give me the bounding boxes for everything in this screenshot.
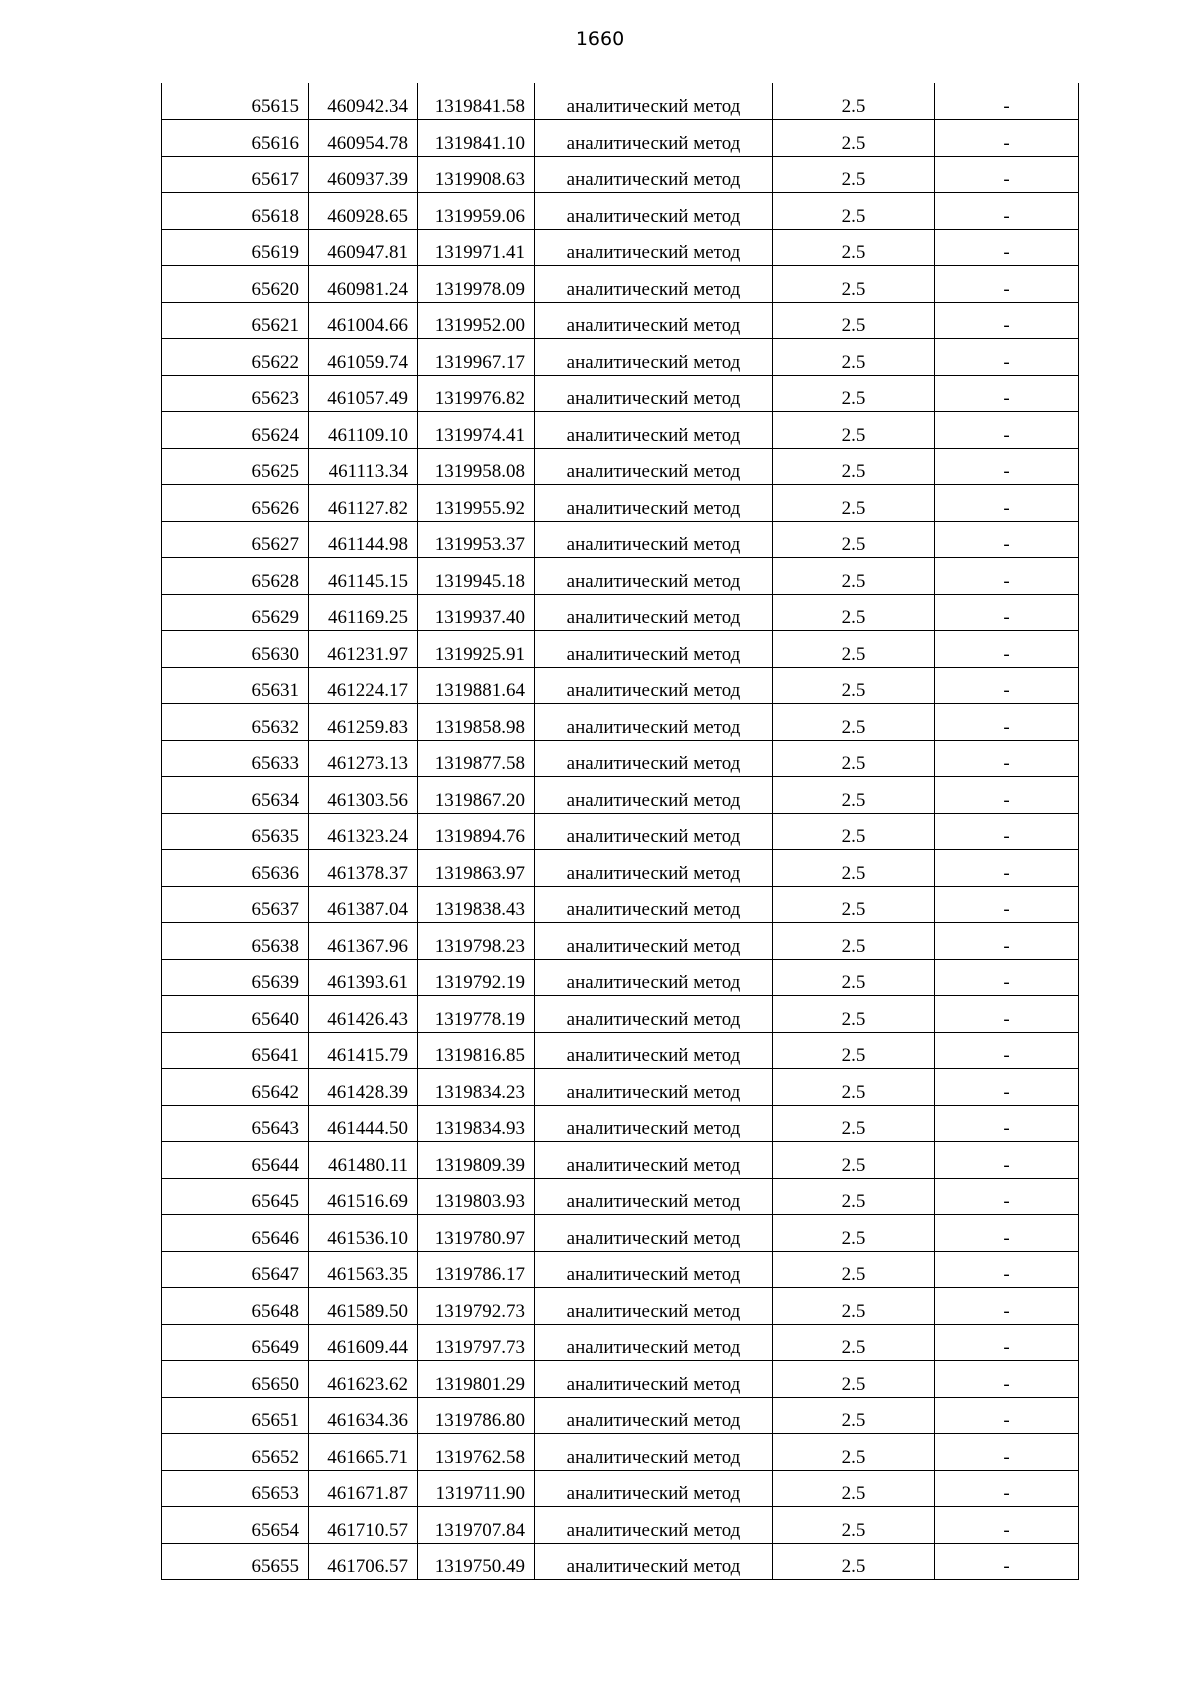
x-coordinate-cell: 461057.49 bbox=[309, 375, 418, 412]
note-cell: - bbox=[935, 1142, 1079, 1179]
method-cell: аналитический метод bbox=[535, 412, 773, 449]
y-coordinate-cell: 1319762.58 bbox=[418, 1434, 535, 1471]
x-coordinate-cell: 461589.50 bbox=[309, 1288, 418, 1325]
x-coordinate-cell: 461623.62 bbox=[309, 1361, 418, 1398]
point-number-cell: 65617 bbox=[162, 156, 309, 193]
error-cell: 2.5 bbox=[773, 740, 935, 777]
x-coordinate-cell: 461169.25 bbox=[309, 594, 418, 631]
y-coordinate-cell: 1319955.92 bbox=[418, 485, 535, 522]
point-number-cell: 65638 bbox=[162, 923, 309, 960]
note-cell: - bbox=[935, 412, 1079, 449]
method-cell: аналитический метод bbox=[535, 521, 773, 558]
table-row bbox=[162, 740, 1079, 777]
table-row bbox=[162, 120, 1079, 157]
table-row bbox=[162, 83, 1079, 120]
point-number-cell: 65623 bbox=[162, 375, 309, 412]
y-coordinate-cell: 1319959.06 bbox=[418, 193, 535, 230]
y-coordinate-cell: 1319834.23 bbox=[418, 1069, 535, 1106]
y-coordinate-cell: 1319925.91 bbox=[418, 631, 535, 668]
x-coordinate-cell: 461231.97 bbox=[309, 631, 418, 668]
error-cell: 2.5 bbox=[773, 1142, 935, 1179]
y-coordinate-cell: 1319841.58 bbox=[418, 83, 535, 120]
note-cell: - bbox=[935, 1543, 1079, 1580]
method-cell: аналитический метод bbox=[535, 886, 773, 923]
method-cell: аналитический метод bbox=[535, 1178, 773, 1215]
error-cell: 2.5 bbox=[773, 1215, 935, 1252]
x-coordinate-cell: 461004.66 bbox=[309, 302, 418, 339]
x-coordinate-cell: 460937.39 bbox=[309, 156, 418, 193]
note-cell: - bbox=[935, 1434, 1079, 1471]
y-coordinate-cell: 1319792.19 bbox=[418, 959, 535, 996]
note-cell: - bbox=[935, 886, 1079, 923]
point-number-cell: 65636 bbox=[162, 850, 309, 887]
error-cell: 2.5 bbox=[773, 777, 935, 814]
error-cell: 2.5 bbox=[773, 1470, 935, 1507]
note-cell: - bbox=[935, 1324, 1079, 1361]
note-cell: - bbox=[935, 120, 1079, 157]
method-cell: аналитический метод bbox=[535, 631, 773, 668]
y-coordinate-cell: 1319967.17 bbox=[418, 339, 535, 376]
x-coordinate-cell: 461415.79 bbox=[309, 1032, 418, 1069]
method-cell: аналитический метод bbox=[535, 704, 773, 741]
method-cell: аналитический метод bbox=[535, 667, 773, 704]
y-coordinate-cell: 1319786.80 bbox=[418, 1397, 535, 1434]
table-row bbox=[162, 1142, 1079, 1179]
coordinates-table bbox=[161, 83, 1079, 1580]
error-cell: 2.5 bbox=[773, 886, 935, 923]
table-row bbox=[162, 485, 1079, 522]
point-number-cell: 65653 bbox=[162, 1470, 309, 1507]
table-row bbox=[162, 1215, 1079, 1252]
y-coordinate-cell: 1319908.63 bbox=[418, 156, 535, 193]
x-coordinate-cell: 461323.24 bbox=[309, 813, 418, 850]
table-row bbox=[162, 1470, 1079, 1507]
point-number-cell: 65616 bbox=[162, 120, 309, 157]
error-cell: 2.5 bbox=[773, 1543, 935, 1580]
error-cell: 2.5 bbox=[773, 1361, 935, 1398]
note-cell: - bbox=[935, 1507, 1079, 1544]
x-coordinate-cell: 461706.57 bbox=[309, 1543, 418, 1580]
note-cell: - bbox=[935, 850, 1079, 887]
point-number-cell: 65626 bbox=[162, 485, 309, 522]
table-row bbox=[162, 156, 1079, 193]
point-number-cell: 65620 bbox=[162, 266, 309, 303]
x-coordinate-cell: 461224.17 bbox=[309, 667, 418, 704]
point-number-cell: 65650 bbox=[162, 1361, 309, 1398]
method-cell: аналитический метод bbox=[535, 740, 773, 777]
method-cell: аналитический метод bbox=[535, 375, 773, 412]
method-cell: аналитический метод bbox=[535, 266, 773, 303]
table-row bbox=[162, 594, 1079, 631]
point-number-cell: 65632 bbox=[162, 704, 309, 741]
error-cell: 2.5 bbox=[773, 1288, 935, 1325]
point-number-cell: 65618 bbox=[162, 193, 309, 230]
y-coordinate-cell: 1319838.43 bbox=[418, 886, 535, 923]
y-coordinate-cell: 1319797.73 bbox=[418, 1324, 535, 1361]
y-coordinate-cell: 1319786.17 bbox=[418, 1251, 535, 1288]
table-row bbox=[162, 558, 1079, 595]
x-coordinate-cell: 460942.34 bbox=[309, 83, 418, 120]
x-coordinate-cell: 461671.87 bbox=[309, 1470, 418, 1507]
note-cell: - bbox=[935, 1105, 1079, 1142]
table-row bbox=[162, 375, 1079, 412]
table-row bbox=[162, 1178, 1079, 1215]
y-coordinate-cell: 1319937.40 bbox=[418, 594, 535, 631]
error-cell: 2.5 bbox=[773, 631, 935, 668]
y-coordinate-cell: 1319841.10 bbox=[418, 120, 535, 157]
table-row bbox=[162, 886, 1079, 923]
y-coordinate-cell: 1319867.20 bbox=[418, 777, 535, 814]
error-cell: 2.5 bbox=[773, 1032, 935, 1069]
note-cell: - bbox=[935, 156, 1079, 193]
note-cell: - bbox=[935, 1178, 1079, 1215]
x-coordinate-cell: 461444.50 bbox=[309, 1105, 418, 1142]
y-coordinate-cell: 1319953.37 bbox=[418, 521, 535, 558]
y-coordinate-cell: 1319780.97 bbox=[418, 1215, 535, 1252]
table-row bbox=[162, 1288, 1079, 1325]
point-number-cell: 65655 bbox=[162, 1543, 309, 1580]
table-row bbox=[162, 813, 1079, 850]
method-cell: аналитический метод bbox=[535, 83, 773, 120]
method-cell: аналитический метод bbox=[535, 1434, 773, 1471]
error-cell: 2.5 bbox=[773, 1105, 935, 1142]
page-number: 1660 bbox=[575, 28, 625, 50]
note-cell: - bbox=[935, 448, 1079, 485]
y-coordinate-cell: 1319976.82 bbox=[418, 375, 535, 412]
y-coordinate-cell: 1319798.23 bbox=[418, 923, 535, 960]
note-cell: - bbox=[935, 1032, 1079, 1069]
point-number-cell: 65647 bbox=[162, 1251, 309, 1288]
note-cell: - bbox=[935, 996, 1079, 1033]
method-cell: аналитический метод bbox=[535, 594, 773, 631]
note-cell: - bbox=[935, 558, 1079, 595]
table-row bbox=[162, 412, 1079, 449]
y-coordinate-cell: 1319978.09 bbox=[418, 266, 535, 303]
x-coordinate-cell: 461609.44 bbox=[309, 1324, 418, 1361]
x-coordinate-cell: 461665.71 bbox=[309, 1434, 418, 1471]
x-coordinate-cell: 461145.15 bbox=[309, 558, 418, 595]
point-number-cell: 65630 bbox=[162, 631, 309, 668]
x-coordinate-cell: 461710.57 bbox=[309, 1507, 418, 1544]
point-number-cell: 65627 bbox=[162, 521, 309, 558]
note-cell: - bbox=[935, 521, 1079, 558]
y-coordinate-cell: 1319750.49 bbox=[418, 1543, 535, 1580]
y-coordinate-cell: 1319834.93 bbox=[418, 1105, 535, 1142]
error-cell: 2.5 bbox=[773, 1434, 935, 1471]
table-row bbox=[162, 448, 1079, 485]
y-coordinate-cell: 1319858.98 bbox=[418, 704, 535, 741]
point-number-cell: 65652 bbox=[162, 1434, 309, 1471]
table-row bbox=[162, 1397, 1079, 1434]
note-cell: - bbox=[935, 193, 1079, 230]
table-row bbox=[162, 339, 1079, 376]
x-coordinate-cell: 460947.81 bbox=[309, 229, 418, 266]
method-cell: аналитический метод bbox=[535, 1069, 773, 1106]
point-number-cell: 65619 bbox=[162, 229, 309, 266]
error-cell: 2.5 bbox=[773, 412, 935, 449]
x-coordinate-cell: 461273.13 bbox=[309, 740, 418, 777]
method-cell: аналитический метод bbox=[535, 302, 773, 339]
point-number-cell: 65640 bbox=[162, 996, 309, 1033]
error-cell: 2.5 bbox=[773, 959, 935, 996]
x-coordinate-cell: 461059.74 bbox=[309, 339, 418, 376]
table-row bbox=[162, 996, 1079, 1033]
table-row bbox=[162, 302, 1079, 339]
error-cell: 2.5 bbox=[773, 120, 935, 157]
x-coordinate-cell: 461480.11 bbox=[309, 1142, 418, 1179]
point-number-cell: 65624 bbox=[162, 412, 309, 449]
x-coordinate-cell: 461259.83 bbox=[309, 704, 418, 741]
x-coordinate-cell: 461426.43 bbox=[309, 996, 418, 1033]
y-coordinate-cell: 1319707.84 bbox=[418, 1507, 535, 1544]
method-cell: аналитический метод bbox=[535, 120, 773, 157]
x-coordinate-cell: 461516.69 bbox=[309, 1178, 418, 1215]
error-cell: 2.5 bbox=[773, 448, 935, 485]
table-row bbox=[162, 923, 1079, 960]
point-number-cell: 65646 bbox=[162, 1215, 309, 1252]
error-cell: 2.5 bbox=[773, 594, 935, 631]
note-cell: - bbox=[935, 1361, 1079, 1398]
method-cell: аналитический метод bbox=[535, 1215, 773, 1252]
x-coordinate-cell: 460954.78 bbox=[309, 120, 418, 157]
error-cell: 2.5 bbox=[773, 266, 935, 303]
point-number-cell: 65622 bbox=[162, 339, 309, 376]
method-cell: аналитический метод bbox=[535, 1288, 773, 1325]
error-cell: 2.5 bbox=[773, 1324, 935, 1361]
error-cell: 2.5 bbox=[773, 1397, 935, 1434]
table-row bbox=[162, 1361, 1079, 1398]
error-cell: 2.5 bbox=[773, 339, 935, 376]
point-number-cell: 65645 bbox=[162, 1178, 309, 1215]
method-cell: аналитический метод bbox=[535, 813, 773, 850]
y-coordinate-cell: 1319809.39 bbox=[418, 1142, 535, 1179]
y-coordinate-cell: 1319863.97 bbox=[418, 850, 535, 887]
note-cell: - bbox=[935, 740, 1079, 777]
point-number-cell: 65651 bbox=[162, 1397, 309, 1434]
method-cell: аналитический метод bbox=[535, 193, 773, 230]
table-row bbox=[162, 1032, 1079, 1069]
method-cell: аналитический метод bbox=[535, 1251, 773, 1288]
point-number-cell: 65634 bbox=[162, 777, 309, 814]
note-cell: - bbox=[935, 1397, 1079, 1434]
table-row bbox=[162, 266, 1079, 303]
y-coordinate-cell: 1319801.29 bbox=[418, 1361, 535, 1398]
method-cell: аналитический метод bbox=[535, 1507, 773, 1544]
method-cell: аналитический метод bbox=[535, 229, 773, 266]
error-cell: 2.5 bbox=[773, 1178, 935, 1215]
note-cell: - bbox=[935, 1288, 1079, 1325]
x-coordinate-cell: 461127.82 bbox=[309, 485, 418, 522]
method-cell: аналитический метод bbox=[535, 485, 773, 522]
error-cell: 2.5 bbox=[773, 521, 935, 558]
note-cell: - bbox=[935, 704, 1079, 741]
x-coordinate-cell: 461367.96 bbox=[309, 923, 418, 960]
table-row bbox=[162, 631, 1079, 668]
point-number-cell: 65621 bbox=[162, 302, 309, 339]
y-coordinate-cell: 1319974.41 bbox=[418, 412, 535, 449]
table-row bbox=[162, 1507, 1079, 1544]
x-coordinate-cell: 461393.61 bbox=[309, 959, 418, 996]
y-coordinate-cell: 1319877.58 bbox=[418, 740, 535, 777]
point-number-cell: 65641 bbox=[162, 1032, 309, 1069]
point-number-cell: 65633 bbox=[162, 740, 309, 777]
method-cell: аналитический метод bbox=[535, 1032, 773, 1069]
method-cell: аналитический метод bbox=[535, 1324, 773, 1361]
note-cell: - bbox=[935, 266, 1079, 303]
error-cell: 2.5 bbox=[773, 83, 935, 120]
note-cell: - bbox=[935, 339, 1079, 376]
table-row bbox=[162, 1069, 1079, 1106]
x-coordinate-cell: 460928.65 bbox=[309, 193, 418, 230]
x-coordinate-cell: 461428.39 bbox=[309, 1069, 418, 1106]
y-coordinate-cell: 1319958.08 bbox=[418, 448, 535, 485]
note-cell: - bbox=[935, 594, 1079, 631]
table-row bbox=[162, 193, 1079, 230]
x-coordinate-cell: 461378.37 bbox=[309, 850, 418, 887]
y-coordinate-cell: 1319711.90 bbox=[418, 1470, 535, 1507]
error-cell: 2.5 bbox=[773, 1251, 935, 1288]
note-cell: - bbox=[935, 923, 1079, 960]
y-coordinate-cell: 1319971.41 bbox=[418, 229, 535, 266]
point-number-cell: 65649 bbox=[162, 1324, 309, 1361]
note-cell: - bbox=[935, 302, 1079, 339]
error-cell: 2.5 bbox=[773, 704, 935, 741]
error-cell: 2.5 bbox=[773, 1069, 935, 1106]
note-cell: - bbox=[935, 813, 1079, 850]
note-cell: - bbox=[935, 1470, 1079, 1507]
method-cell: аналитический метод bbox=[535, 1470, 773, 1507]
method-cell: аналитический метод bbox=[535, 1105, 773, 1142]
point-number-cell: 65648 bbox=[162, 1288, 309, 1325]
x-coordinate-cell: 461113.34 bbox=[309, 448, 418, 485]
x-coordinate-cell: 461563.35 bbox=[309, 1251, 418, 1288]
point-number-cell: 65654 bbox=[162, 1507, 309, 1544]
table-row bbox=[162, 1324, 1079, 1361]
point-number-cell: 65625 bbox=[162, 448, 309, 485]
point-number-cell: 65629 bbox=[162, 594, 309, 631]
note-cell: - bbox=[935, 631, 1079, 668]
table-row bbox=[162, 1434, 1079, 1471]
note-cell: - bbox=[935, 959, 1079, 996]
x-coordinate-cell: 461144.98 bbox=[309, 521, 418, 558]
error-cell: 2.5 bbox=[773, 667, 935, 704]
note-cell: - bbox=[935, 375, 1079, 412]
table-row bbox=[162, 229, 1079, 266]
error-cell: 2.5 bbox=[773, 193, 935, 230]
method-cell: аналитический метод bbox=[535, 850, 773, 887]
table-row bbox=[162, 521, 1079, 558]
y-coordinate-cell: 1319881.64 bbox=[418, 667, 535, 704]
y-coordinate-cell: 1319952.00 bbox=[418, 302, 535, 339]
method-cell: аналитический метод bbox=[535, 777, 773, 814]
method-cell: аналитический метод bbox=[535, 339, 773, 376]
point-number-cell: 65628 bbox=[162, 558, 309, 595]
coordinates-table-body bbox=[162, 83, 1079, 1580]
error-cell: 2.5 bbox=[773, 1507, 935, 1544]
note-cell: - bbox=[935, 1069, 1079, 1106]
error-cell: 2.5 bbox=[773, 850, 935, 887]
table-row bbox=[162, 1251, 1079, 1288]
note-cell: - bbox=[935, 667, 1079, 704]
method-cell: аналитический метод bbox=[535, 558, 773, 595]
x-coordinate-cell: 461387.04 bbox=[309, 886, 418, 923]
error-cell: 2.5 bbox=[773, 375, 935, 412]
point-number-cell: 65642 bbox=[162, 1069, 309, 1106]
method-cell: аналитический метод bbox=[535, 1361, 773, 1398]
method-cell: аналитический метод bbox=[535, 959, 773, 996]
table-row bbox=[162, 667, 1079, 704]
point-number-cell: 65631 bbox=[162, 667, 309, 704]
error-cell: 2.5 bbox=[773, 996, 935, 1033]
x-coordinate-cell: 461634.36 bbox=[309, 1397, 418, 1434]
method-cell: аналитический метод bbox=[535, 1397, 773, 1434]
x-coordinate-cell: 461303.56 bbox=[309, 777, 418, 814]
note-cell: - bbox=[935, 1215, 1079, 1252]
x-coordinate-cell: 460981.24 bbox=[309, 266, 418, 303]
method-cell: аналитический метод bbox=[535, 923, 773, 960]
table-row bbox=[162, 1543, 1079, 1580]
error-cell: 2.5 bbox=[773, 302, 935, 339]
point-number-cell: 65643 bbox=[162, 1105, 309, 1142]
error-cell: 2.5 bbox=[773, 229, 935, 266]
error-cell: 2.5 bbox=[773, 813, 935, 850]
x-coordinate-cell: 461109.10 bbox=[309, 412, 418, 449]
table-row bbox=[162, 704, 1079, 741]
y-coordinate-cell: 1319816.85 bbox=[418, 1032, 535, 1069]
x-coordinate-cell: 461536.10 bbox=[309, 1215, 418, 1252]
note-cell: - bbox=[935, 83, 1079, 120]
method-cell: аналитический метод bbox=[535, 996, 773, 1033]
y-coordinate-cell: 1319894.76 bbox=[418, 813, 535, 850]
error-cell: 2.5 bbox=[773, 558, 935, 595]
error-cell: 2.5 bbox=[773, 923, 935, 960]
method-cell: аналитический метод bbox=[535, 448, 773, 485]
point-number-cell: 65615 bbox=[162, 83, 309, 120]
table-row bbox=[162, 1105, 1079, 1142]
method-cell: аналитический метод bbox=[535, 1543, 773, 1580]
y-coordinate-cell: 1319792.73 bbox=[418, 1288, 535, 1325]
note-cell: - bbox=[935, 1251, 1079, 1288]
table-row bbox=[162, 777, 1079, 814]
table-row bbox=[162, 850, 1079, 887]
point-number-cell: 65639 bbox=[162, 959, 309, 996]
note-cell: - bbox=[935, 777, 1079, 814]
table-row bbox=[162, 959, 1079, 996]
y-coordinate-cell: 1319778.19 bbox=[418, 996, 535, 1033]
point-number-cell: 65644 bbox=[162, 1142, 309, 1179]
method-cell: аналитический метод bbox=[535, 1142, 773, 1179]
error-cell: 2.5 bbox=[773, 485, 935, 522]
method-cell: аналитический метод bbox=[535, 156, 773, 193]
point-number-cell: 65637 bbox=[162, 886, 309, 923]
note-cell: - bbox=[935, 229, 1079, 266]
point-number-cell: 65635 bbox=[162, 813, 309, 850]
error-cell: 2.5 bbox=[773, 156, 935, 193]
y-coordinate-cell: 1319803.93 bbox=[418, 1178, 535, 1215]
y-coordinate-cell: 1319945.18 bbox=[418, 558, 535, 595]
note-cell: - bbox=[935, 485, 1079, 522]
